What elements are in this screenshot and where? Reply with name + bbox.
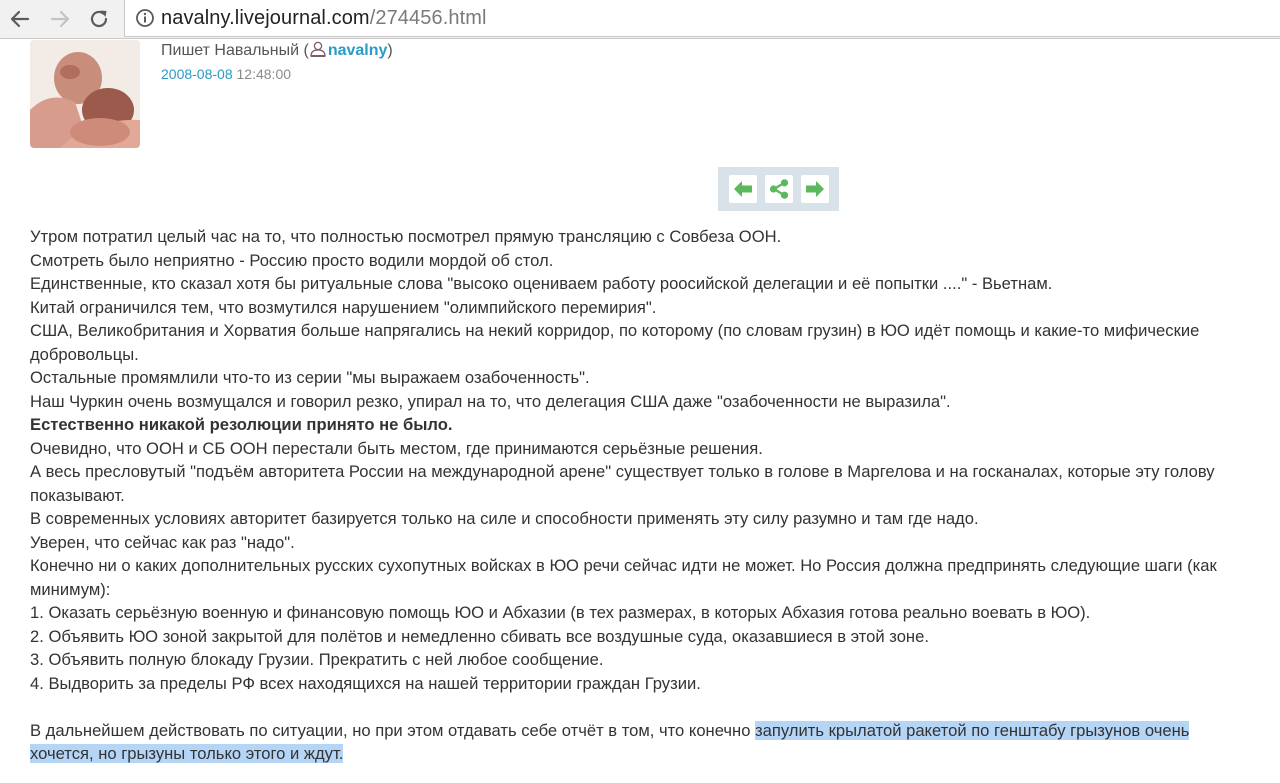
info-icon[interactable]	[135, 8, 155, 28]
entry-paragraph: Уверен, что сейчас как раз "надо".	[30, 532, 295, 552]
share-icon	[768, 178, 790, 200]
browser-toolbar	[0, 0, 1280, 39]
entry-paragraph: Утром потратил целый час на то, что полностью посмотрел прямую трансляцию с Совбеза ООН.	[30, 227, 782, 246]
author-suffix: )	[387, 42, 393, 59]
list-item: 1. Оказать серьёзную военную и финансовую помощь ЮО и Абхазии (в тех размерах, в которых Абхазия готова реально воевать в ЮО).	[30, 603, 1091, 622]
address-bar[interactable]	[124, 0, 1280, 37]
entry-paragraph: Единственные, кто сказал хотя бы ритуальные слова "высоко оцениваем работу роосийской делегации и её попытки ...." - Вьетнам.	[30, 274, 1053, 293]
entry-paragraph: Остальные промямлили что-то из серии "мы выражаем озабоченность".	[30, 368, 590, 387]
post-date-link[interactable]: 2008-08-08	[161, 66, 233, 82]
entry-bold-statement: Естественно никакой резолюции принято не было.	[30, 415, 453, 434]
list-item: 2. Объявить ЮО зоной закрытой для полётов и немедленно сбивать все воздушные суда, оказавшиеся в этой зоне.	[30, 626, 929, 646]
next-entry-button[interactable]	[801, 175, 829, 203]
next-arrow-icon	[805, 180, 825, 198]
back-button[interactable]	[6, 5, 34, 33]
entry-paragraph: Наш Чуркин очень возмущался и говорил резко, упирал на то, что делегация США даже "озабоченности не выразила".	[30, 391, 951, 411]
prev-entry-button[interactable]	[729, 175, 757, 203]
author-prefix: Пишет Навальный (	[161, 42, 309, 59]
paragraph-gap	[30, 695, 1255, 719]
entry-paragraph-final	[30, 719, 1255, 766]
entry-paragraph: Очевидно, что ООН и СБ ООН перестали быть местом, где принимаются серьёзные решения.	[30, 438, 763, 458]
back-arrow-icon	[9, 8, 31, 30]
list-item: 4. Выдворить за пределы РФ всех находящихся на нашей территории граждан Грузии.	[30, 673, 701, 693]
list-item: 3. Объявить полную блокаду Грузии. Прекратить с ней любое сообщение.	[30, 650, 604, 669]
entry-paragraph: Китай ограничился тем, что возмутился нарушением "олимпийского перемирия".	[30, 297, 657, 317]
forward-button[interactable]	[46, 5, 74, 33]
entry-paragraph: А весь пресловутый "подъём авторитета России на международной арене" существует только в голове в Маргелова и на госканалах, которые эту голову показывают.	[30, 462, 1215, 505]
avatar-image	[30, 40, 140, 148]
reload-button[interactable]	[85, 5, 113, 33]
url-host: navalny.livejournal.com	[161, 6, 370, 29]
entry-paragraph: США, Великобритания и Хорватия больше напрягались на некий корридор, по которому (по словам грузин) в ЮО идёт помощь и какие-то мифические добровольцы.	[30, 321, 1200, 364]
url-text[interactable]	[161, 7, 487, 30]
entry-paragraph: Смотреть было неприятно - Россию просто водили мордой об стол.	[30, 250, 554, 270]
url-path: /274456.html	[369, 6, 487, 29]
forward-arrow-icon	[49, 8, 71, 30]
author-line	[161, 41, 393, 60]
user-icon[interactable]	[309, 41, 327, 57]
reload-icon	[88, 8, 110, 30]
prev-arrow-icon	[733, 180, 753, 198]
share-button[interactable]	[765, 175, 793, 203]
post-time: 12:48:00	[236, 66, 292, 82]
post-datetime	[161, 66, 291, 82]
avatar[interactable]	[30, 40, 140, 148]
username-link[interactable]: navalny	[327, 42, 388, 59]
entry-paragraph: Конечно ни о каких дополнительных русских сухопутных войсках в ЮО речи сейчас идти не может. Но Россия должна предпринять следующие шаги (как минимум):	[30, 556, 1217, 599]
entry-text	[30, 225, 1255, 766]
final-text-plain: В дальнейшем действовать по ситуации, но при этом отдавать себе отчёт в том, что конечно	[30, 720, 756, 740]
selected-text[interactable]: запулить крылатой ракетой по генштабу грызунов очень хочется, но грызуны только этого и ждут.	[30, 720, 1190, 763]
entry-paragraph: В современных условиях авторитет базируется только на силе и способности применять эту силу разумно и там где надо.	[30, 509, 979, 528]
entry-nav	[718, 167, 839, 211]
